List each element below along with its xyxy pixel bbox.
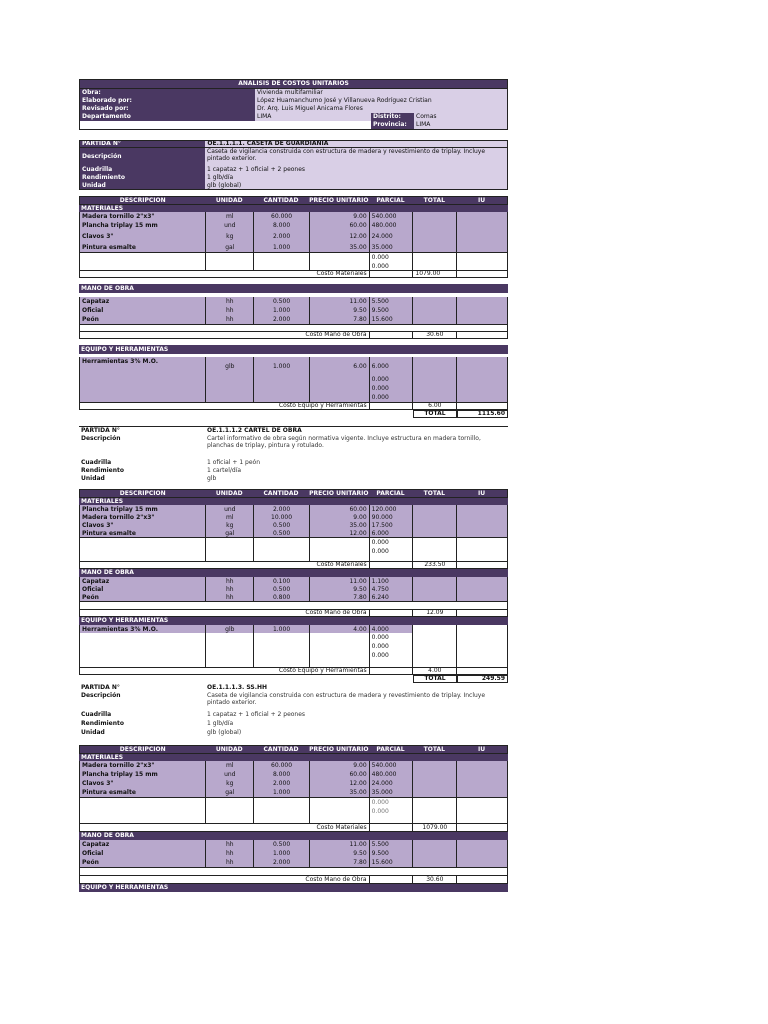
costo-equipo-label: Costo Equipo y Herramientas: [278, 668, 367, 674]
cell-price: 9.00: [353, 213, 367, 220]
cell-price: 9.00: [353, 513, 367, 521]
partida3-cuadrilla: 1 capataz + 1 oficial + 2 peones: [207, 710, 306, 718]
costo-materiales-value: 1079.00: [412, 824, 456, 831]
p2-total-row: [79, 675, 508, 683]
table-row: Madera tornillo 2"x3": [82, 213, 155, 220]
cell-price: 12.00: [349, 529, 367, 537]
p2-materiales-block: [79, 505, 508, 537]
cell-qty: 1.000: [254, 625, 309, 633]
cell-unit: hh: [225, 593, 234, 601]
partida1-unidad: glb (global): [205, 182, 508, 189]
cell-parcial: 0.000: [371, 652, 389, 659]
cell-parcial: 90.000: [371, 513, 393, 521]
header-row-elaborado: [79, 97, 508, 105]
p1-costo-materiales: [79, 270, 508, 278]
p1-equipo-header: [79, 345, 508, 354]
cell-unit: glb: [206, 625, 253, 633]
sheet-title-row: [79, 79, 508, 89]
costo-mano-obra-label: Costo Mano de Obra: [305, 876, 367, 883]
partida3-descripcion: Caseta de vigilancia construida con estructura de madera y revestimiento de triplay. Incluye pintado exterior.: [207, 692, 486, 706]
cell-parcial: 0.000: [371, 539, 389, 546]
partida3-rendimiento: 1 glb/día: [207, 719, 234, 727]
cell-parcial: 1.100: [371, 577, 389, 585]
cost-analysis-sheet: [79, 79, 508, 892]
col-total: TOTAL: [423, 490, 445, 497]
p3-costo-materiales: [79, 823, 508, 832]
cell-qty: 0.800: [272, 593, 291, 601]
cell-unit: ml: [226, 513, 234, 521]
col-cantidad: CANTIDAD: [263, 746, 299, 753]
partida2-rendimiento: 1 cartel/día: [207, 467, 242, 474]
cell-parcial: 17.500: [371, 521, 393, 529]
cell-unit: hh: [225, 307, 234, 314]
costo-materiales-label: Costo Materiales: [316, 271, 367, 277]
cell-parcial: 540.000: [371, 213, 397, 220]
partida2-desc-row: [79, 435, 508, 459]
p2-equipo-block: [79, 625, 508, 667]
costo-mano-obra-value: 12.09: [412, 610, 456, 616]
unidad-label: Unidad: [81, 475, 105, 482]
cell-parcial: 0.000: [371, 634, 389, 641]
departamento-value: LIMA: [255, 113, 371, 121]
cell-price: 35.00: [349, 521, 367, 529]
cell-unit: glb: [225, 362, 235, 370]
p1-materiales-header: [79, 205, 508, 212]
partida2-code: OE.1.1.1.2 CARTEL DE OBRA: [207, 427, 302, 434]
cell-parcial: 0.000: [371, 263, 389, 270]
p3-mano-obra-block: [79, 840, 508, 867]
p1-total-row: [79, 410, 508, 418]
cell-parcial: 35.000: [371, 244, 393, 251]
cell-qty: 8.000: [272, 771, 291, 778]
cuadrilla-label: Cuadrilla: [81, 459, 112, 466]
materiales-label: MATERIALES: [81, 754, 124, 761]
table-row: Plancha triplay 15 mm: [82, 505, 158, 513]
cell-unit: und: [224, 222, 236, 229]
cell-qty: 2.000: [272, 316, 291, 323]
col-parcial: PARCIAL: [376, 197, 405, 204]
equipo-label: EQUIPO Y HERRAMIENTAS: [81, 617, 169, 624]
table-row: Madera tornillo 2"x3": [82, 513, 155, 521]
col-descripcion: DESCRIPCIÓN: [119, 197, 166, 204]
cell-price: 6.00: [353, 362, 367, 370]
cell-parcial: 0.000: [371, 376, 389, 383]
cell-price: 12.00: [349, 233, 367, 240]
cell-parcial: 120.000: [371, 505, 397, 513]
cell-price: 11.00: [349, 298, 367, 305]
cell-qty: 8.000: [272, 222, 291, 229]
cell-price: 60.00: [349, 505, 367, 513]
cell-price: 9.50: [353, 585, 367, 593]
cell-unit: kg: [226, 521, 234, 529]
equipo-label: EQUIPO Y HERRAMIENTAS: [81, 345, 169, 353]
col-descripcion: DESCRIPCIÓN: [119, 746, 166, 753]
costo-equipo-label: Costo Equipo y Herramientas: [278, 403, 367, 409]
revisado-value: Dr. Arq. Luis Miguel Anicama Flores: [255, 105, 508, 113]
cell-qty: 1.000: [272, 307, 291, 314]
mano-obra-label: MANO DE OBRA: [81, 284, 134, 292]
cell-parcial: 0.000: [371, 643, 389, 650]
table-row: Plancha triplay 15 mm: [82, 771, 158, 778]
cell-unit: hh: [225, 298, 234, 305]
partida1-cuadrilla-row: [79, 166, 508, 174]
cell-qty: 10.000: [271, 513, 293, 521]
cell-price: 7.80: [353, 593, 367, 601]
costo-materiales-label: Costo Materiales: [316, 562, 367, 568]
cell-unit: kg: [226, 233, 234, 240]
partida1-row: [79, 140, 508, 148]
table-row: Plancha triplay 15 mm: [82, 222, 158, 229]
descripcion-label: Descripción: [79, 148, 205, 166]
cell-parcial: 6.000: [371, 529, 389, 537]
cell-parcial: 4.000: [370, 625, 413, 633]
partida1-desc-row: [79, 148, 508, 166]
col-iu: IU: [478, 746, 486, 753]
table-row: Clavos 3": [82, 780, 114, 787]
cell-qty: 0.500: [272, 585, 291, 593]
obra-label: Obra:: [79, 89, 255, 97]
cell-parcial: 0.000: [371, 394, 389, 401]
cell-qty: 1.000: [272, 789, 291, 796]
header-row-departamento: [79, 113, 508, 121]
obra-value: Vivienda multifamiliar: [255, 89, 508, 97]
rendimiento-label: Rendimiento: [81, 467, 124, 474]
cell-parcial: 6.240: [371, 593, 389, 601]
provincia-label: Provincia:: [371, 121, 414, 129]
cell-unit: hh: [225, 850, 234, 857]
p1-materiales-block: [79, 212, 508, 252]
p3-column-header: [79, 745, 508, 754]
cell-price: 9.50: [353, 307, 367, 314]
cell-price: 35.00: [349, 244, 367, 251]
cell-parcial: 0.000: [371, 799, 389, 806]
elaborado-value: López Huamanchumo José y Villanueva Rodríguez Cristian: [255, 97, 508, 105]
cell-parcial: 9.500: [371, 307, 389, 314]
cell-price: 4.00: [310, 625, 369, 633]
table-row: Clavos 3": [82, 521, 114, 529]
cell-qty: 1.000: [272, 362, 291, 370]
cell-qty: 0.100: [272, 577, 291, 585]
cell-parcial: 5.500: [371, 298, 389, 305]
cell-qty: 2.000: [272, 505, 291, 513]
cuadrilla-label: Cuadrilla: [79, 166, 205, 174]
cell-parcial: 480.000: [371, 222, 397, 229]
cell-parcial: 35.000: [371, 789, 393, 796]
table-row: Madera tornillo 2"x3": [82, 762, 155, 769]
p2-costo-materiales: [79, 561, 508, 569]
table-row: Peón: [82, 593, 99, 601]
cell-parcial: 5.500: [371, 841, 389, 848]
table-row: Herramientas 3% M.O.: [82, 358, 159, 365]
cell-parcial: 24.000: [371, 780, 393, 787]
costo-materiales-value: 233.50: [412, 562, 456, 568]
costo-mano-obra-value: 30.60: [412, 332, 456, 338]
cell-price: 12.00: [349, 780, 367, 787]
partida2-row: [79, 427, 508, 435]
cell-unit: ml: [226, 213, 234, 220]
cell-unit: hh: [225, 577, 234, 585]
header-row-revisado: [79, 105, 508, 113]
table-row: Herramientas 3% M.O.: [80, 625, 205, 633]
col-parcial: PARCIAL: [376, 746, 405, 753]
cell-parcial: 540.000: [371, 762, 397, 769]
unidad-label: Unidad: [79, 182, 205, 189]
cell-price: 7.80: [353, 316, 367, 323]
p1-mano-obra-block: [79, 297, 508, 324]
partida1-total: 1115.60: [457, 410, 508, 418]
materiales-label: MATERIALES: [81, 498, 124, 505]
unidad-label: Unidad: [81, 728, 105, 736]
col-unidad: UNIDAD: [215, 197, 243, 204]
p2-costo-mano-obra: [79, 609, 508, 617]
partida1-descripcion: Caseta de vigilancia construida con estructura de madera y revestimiento de triplay. Incluye pintado exterior.: [205, 148, 508, 166]
costo-mano-obra-label: Costo Mano de Obra: [305, 610, 367, 616]
cell-qty: 0.500: [272, 529, 291, 537]
header-row-provincia: [79, 121, 508, 130]
partida-label: PARTIDA N°: [81, 427, 120, 434]
col-precio: PRECIO UNITARIO: [309, 197, 369, 204]
equipo-label: EQUIPO Y HERRAMIENTAS: [81, 884, 169, 891]
cell-qty: 1.000: [272, 244, 291, 251]
sheet-title: ANÁLISIS DE COSTOS UNITARIOS: [238, 80, 349, 87]
rendimiento-label: Rendimiento: [79, 174, 205, 182]
cell-price: 11.00: [349, 841, 367, 848]
table-row: Peón: [82, 859, 99, 866]
p1-mano-obra-header: [79, 284, 508, 293]
cell-unit: ml: [226, 762, 234, 769]
materiales-label: MATERIALES: [81, 205, 124, 212]
partida1-rendimiento: 1 glb/día: [205, 174, 508, 182]
cell-price: 9.00: [353, 762, 367, 769]
col-descripcion: DESCRIPCIÓN: [119, 490, 166, 497]
table-row: Peón: [82, 316, 99, 323]
col-unidad: UNIDAD: [215, 746, 243, 753]
p1-costo-equipo: [79, 402, 508, 410]
cell-unit: und: [224, 505, 236, 513]
table-row: Pintura esmalte: [82, 244, 136, 251]
mano-obra-label: MANO DE OBRA: [81, 832, 134, 839]
cell-unit: und: [224, 771, 236, 778]
partida2-cuadrilla: 1 oficial + 1 peón: [207, 459, 261, 466]
table-row: Pintura esmalte: [82, 789, 136, 796]
cell-qty: 1.000: [272, 850, 291, 857]
cell-unit: hh: [225, 859, 234, 866]
cell-unit: kg: [226, 780, 234, 787]
cell-unit: hh: [225, 585, 234, 593]
cell-price: 9.50: [353, 850, 367, 857]
cell-parcial: 6.000: [371, 362, 389, 370]
partida3-desc-row: [79, 692, 508, 710]
cell-parcial: 480.000: [371, 771, 397, 778]
cell-parcial: 0.000: [371, 385, 389, 392]
partida3-row: [79, 683, 508, 692]
table-row: Oficial: [82, 850, 104, 857]
p2-mano-obra-block: [79, 577, 508, 601]
descripcion-label: Descripción: [81, 692, 121, 699]
total-label: TOTAL: [413, 410, 457, 418]
elaborado-label: Elaborado por:: [79, 97, 255, 105]
partida1-rendimiento-row: [79, 174, 508, 182]
p1-costo-mano-obra: [79, 331, 508, 339]
cell-parcial: 15.600: [371, 316, 393, 323]
p2-column-header: [79, 489, 508, 498]
cell-price: 7.80: [353, 859, 367, 866]
cell-parcial: 0.000: [371, 808, 389, 815]
table-row: Oficial: [82, 307, 104, 314]
costo-equipo-value: 6.00: [412, 403, 456, 409]
cuadrilla-label: Cuadrilla: [81, 710, 112, 718]
cell-qty: 60.000: [271, 213, 293, 220]
table-row: Capataz: [82, 841, 110, 848]
cell-qty: 0.500: [272, 298, 291, 305]
cell-unit: hh: [225, 841, 234, 848]
cell-price: 60.00: [349, 222, 367, 229]
costo-mano-obra-value: 30.60: [412, 876, 456, 883]
cell-price: 60.00: [349, 771, 367, 778]
provincia-value: LIMA: [414, 121, 508, 129]
mano-obra-label: MANO DE OBRA: [81, 569, 134, 576]
p3-materiales-block: [79, 761, 508, 797]
cell-price: 11.00: [349, 577, 367, 585]
col-unidad: UNIDAD: [215, 490, 243, 497]
costo-materiales-label: Costo Materiales: [316, 824, 367, 831]
p3-materiales-extra: [79, 797, 508, 823]
cell-qty: 2.000: [272, 233, 291, 240]
costo-materiales-value: 1079.00: [412, 271, 456, 277]
table-row: Oficial: [82, 585, 104, 593]
partida3-code: OE.1.1.1.3. SS.HH: [207, 683, 268, 691]
costo-mano-obra-label: Costo Mano de Obra: [305, 332, 367, 338]
revisado-label: Revisado por:: [79, 105, 255, 113]
partida1-unidad-row: [79, 182, 508, 190]
p3-costo-mano-obra: [79, 875, 508, 884]
cell-qty: 0.500: [272, 521, 291, 529]
cell-parcial: 9.500: [371, 850, 389, 857]
p1-materiales-extra: [79, 252, 508, 270]
table-row: Capataz: [82, 298, 110, 305]
partida2-unidad: glb: [207, 475, 217, 482]
partida2-total: 249.59: [457, 675, 508, 683]
col-cantidad: CANTIDAD: [263, 197, 299, 204]
p1-equipo-block: [79, 357, 508, 402]
col-iu: IU: [478, 197, 486, 204]
distrito-label: Distrito:: [371, 113, 414, 121]
p2-costo-equipo: [79, 667, 508, 675]
col-total: TOTAL: [423, 197, 445, 204]
cell-parcial: 0.000: [371, 548, 389, 555]
partida1-cuadrilla: 1 capataz + 1 oficial + 2 peones: [205, 166, 508, 174]
cell-price: 35.00: [349, 789, 367, 796]
col-cantidad: CANTIDAD: [263, 490, 299, 497]
distrito-value: Comas: [414, 113, 508, 121]
cell-unit: hh: [225, 316, 234, 323]
p1-column-header: [79, 196, 508, 205]
cell-unit: gal: [225, 789, 235, 796]
partida-label: PARTIDA N°: [81, 683, 120, 691]
col-precio: PRECIO UNITARIO: [309, 490, 369, 497]
col-total: TOTAL: [423, 746, 445, 753]
cell-qty: 60.000: [271, 762, 293, 769]
partida2-descripcion: Cartel informativo de obra según normativa vigente. Incluye estructura en madera tornillo, planchas de triplay, pintura y rotulado.: [207, 435, 481, 449]
cell-unit: gal: [225, 244, 235, 251]
cell-parcial: 0.000: [371, 254, 389, 261]
partida1-code: OE.1.1.1.1. CASETA DE GUARDIANIA: [205, 141, 507, 147]
col-iu: IU: [478, 490, 486, 497]
p2-materiales-extra: [79, 537, 508, 561]
cell-unit: gal: [225, 529, 235, 537]
table-row: Clavos 3": [82, 233, 114, 240]
col-parcial: PARCIAL: [376, 490, 405, 497]
total-label: TOTAL: [413, 675, 457, 683]
cell-qty: 0.500: [272, 841, 291, 848]
cell-qty: 2.000: [272, 780, 291, 787]
partida-label: PARTIDA N°: [80, 141, 205, 147]
cell-qty: 2.000: [272, 859, 291, 866]
table-row: Capataz: [82, 577, 110, 585]
partida3-unidad: glb (global): [207, 728, 242, 736]
cell-parcial: 24.000: [371, 233, 393, 240]
col-precio: PRECIO UNITARIO: [309, 746, 369, 753]
descripcion-label: Descripción: [81, 435, 121, 442]
cell-parcial: 15.600: [371, 859, 393, 866]
header-row-obra: [79, 89, 508, 97]
departamento-label: Departamento: [79, 113, 255, 121]
cell-parcial: 4.750: [371, 585, 389, 593]
table-row: Pintura esmalte: [82, 529, 136, 537]
rendimiento-label: Rendimiento: [81, 719, 124, 727]
costo-equipo-value: 4.00: [412, 668, 456, 674]
